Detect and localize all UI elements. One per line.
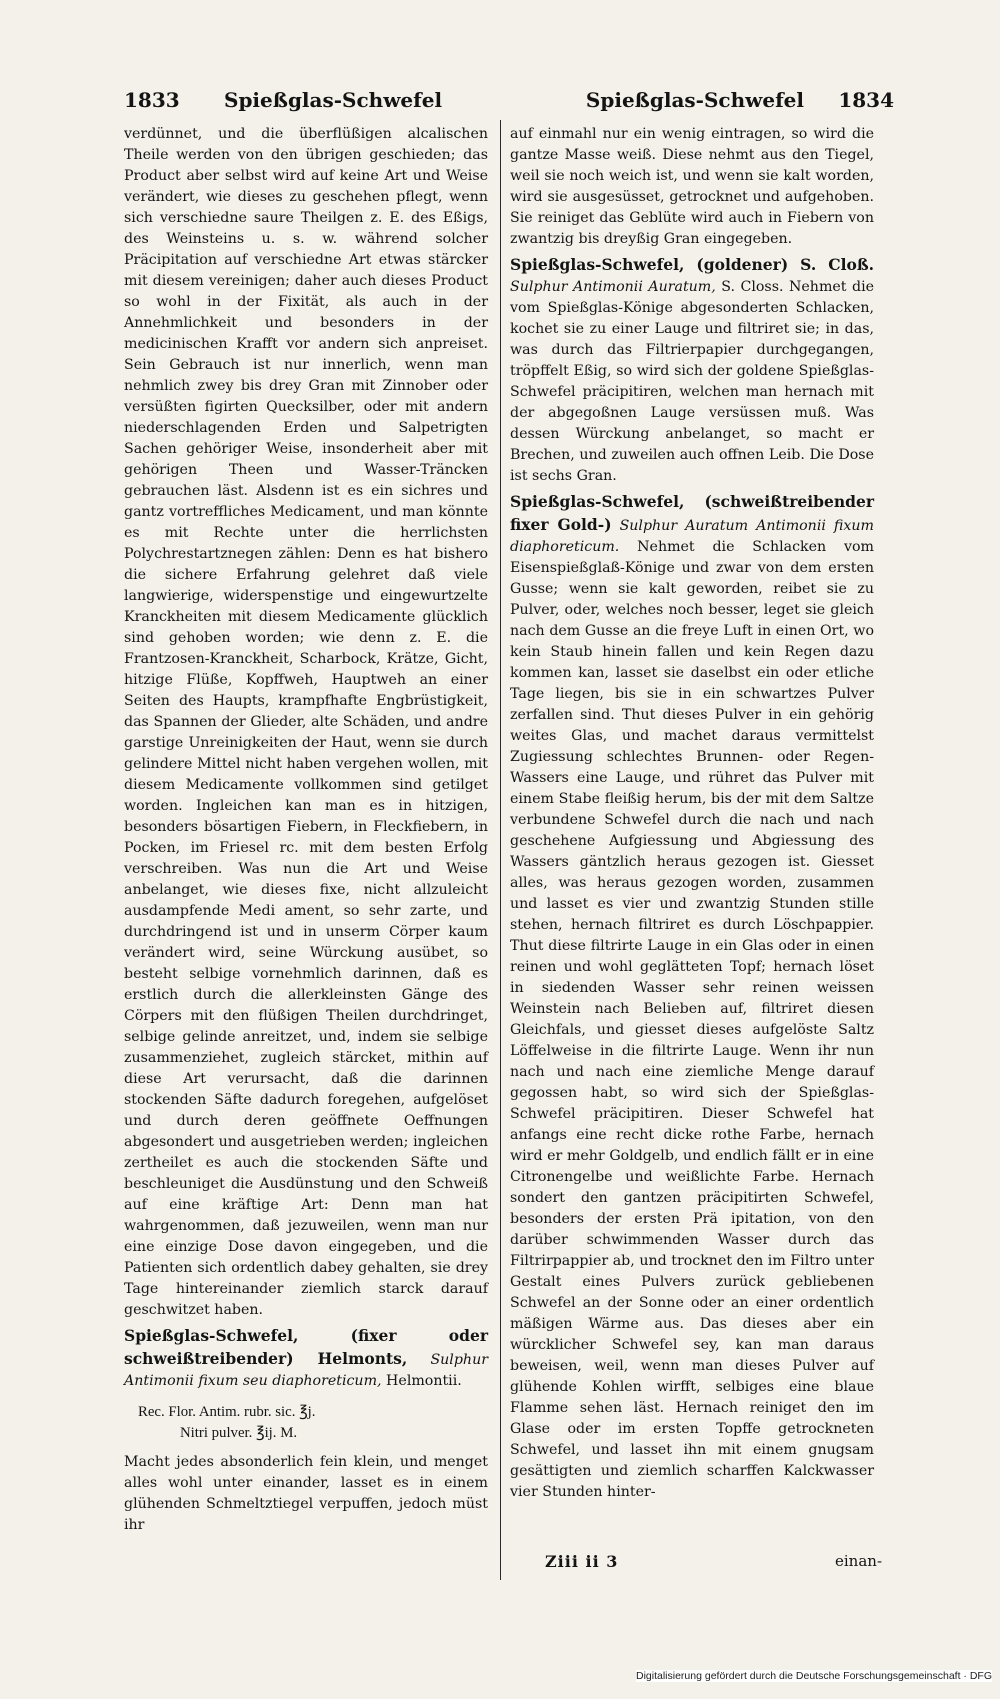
recipe-line-1: Rec. Flor. Antim. rubr. sic. ℥j. — [138, 1404, 316, 1420]
column-divider — [500, 120, 501, 1580]
entry-golden — [510, 254, 874, 487]
entry-sweat — [510, 491, 874, 1503]
left-column — [124, 124, 488, 1540]
entry-helmont-author: Helmontii. — [386, 1373, 462, 1389]
entry-helmont — [124, 1325, 488, 1392]
recipe-line-2: Nitri pulver. ℥ij. M. — [180, 1425, 298, 1441]
recipe-block — [138, 1402, 488, 1444]
left-paragraph-continuation: verdünnet, und die überflüßigen alcalischen Theile werden von den übrigen geschieden; das Product aber selbst wird auf keine Art und Weise verändert, wie dieses zu geschehen pflegt, wenn sich verschiedne saure Theilgen z. E. des Eßigs, des Weinsteins u. s. w. während solcher Präcipitation auf verschiedne Art etwas stärcker mit diesem vereinigen; daher auch dieses Product so wohl in der Fixität, als auch in der Annehmlichkeit und besonders in der medicinischen Krafft vor andern sich anpreiset. Sein Gebrauch ist nur innerlich, wenn man nehmlich zwey bis drey Gran mit Zinnober oder versüßten figirten Quecksilber, oder mit andern niederschlagenden Erden und Salpetrigten Sachen gehöriger Weise, insonderheit aber mit gehörigen Theen und Wasser-Träncken gebrauchen läst. Alsdenn ist es ein sichres und gantz vortreffliches Medicament, und man könnte es mit Rechte unter die herrlichsten Polychrestartznegen zählen: Denn es hat bishero die sichere Erfahrung gelehret daß viele langwierige, widerspenstige und eingewurtzelte Kranckheiten mit diesem Medicamente glücklich sind gehoben worden; wie denn z. E. die Frantzosen-Kranckheit, Scharbock, Krätze, Gicht, hitzige Flüße, Kopffweh, Hauptweh an einer Seiten des Haupts, krampfhafte Engbrüstigkeit, das Spannen der Glieder, alte Schäden, und andre garstige Unreinigkeiten der Haut, wenn sie durch gelindere Mittel nicht haben vergehen wollen, mit diesem Medicamente vollkommen sind getilget worden. Ingleichen kan man es in hitzigen, besonders bösartigen Fiebern, in Fleckfiebern, in Pocken, im Friesel rc. mit dem besten Erfolg verschreiben. Was nun die Art und Weise anbelanget, wie dieses fixe, nicht allzuleicht ausdampfende Medi ament, so sehr zarte, und durchdringend ist und in unserm Cörper kaum verändert wird, seine Würckung ausübet, so besteht selbige vornehmlich darinnen, daß es erstlich durch die allerkleinsten Gänge des Cörpers mit den flüßigen Theilen durchdringet, selbige gelinde anreitzet, und, indem sie selbige zusammenziehet, zugleich stärcket, mithin auf diese Art verursacht, daß die darinnen stockenden Säfte dadurch foregehen, aufgelöset und durch deren geöffnete Oeffnungen abgesondert und ausgetrieben werden; ingleichen zertheilet es auch die stockenden Säfte und beschleuniget die Ausdünstung und den Schweiß auf eine kräftige Art: Denn man hat wahrgenommen, daß jezuweilen, wenn man nur eine einzige Dose davon eingegeben, und die Patienten sich ordentlich dabey gehalten, sie drey Tage hintereinander ziemlich starck darauf geschwitzet haben. — [124, 126, 488, 1318]
right-paragraph-continuation: auf einmahl nur ein wenig eintragen, so wird die gantze Masse weiß. Diese nehmt aus den Tiegel, weil sie noch weich ist, und wenn sie kalt worden, wird sie ausgesüsset, getrocknet und aufgehoben. Sie reiniget das Geblüte wird auch in Fiebern von zwantzig bis dreyßig Gran eingegeben. — [510, 126, 874, 247]
entry-golden-latin: Sulphur Antimonii Auratum, — [510, 279, 716, 295]
running-title-right: Spießglas-Schwefel — [585, 88, 804, 112]
digitization-footer: Digitalisierung gefördert durch die Deutsche Forschungsgemeinschaft · DFG — [635, 1670, 992, 1682]
page-header — [124, 84, 894, 118]
left-paragraph-instructions: Macht jedes absonderlich fein klein, und menget alles wohl unter einander, lasset es in einem glühenden Schmeltztiegel verpuffen, jedoch müst ihr — [124, 1454, 488, 1533]
entry-golden-text: S. Closs. Nehmet die vom Spießglas-Könige abgesonderten Schlacken, kochet sie zu einer Lauge und filtriret sie; in das, was durch das Filtrierpapier durchgegangen, tröpffelt Eßig, so wird sich der goldene Spießglas-Schwefel präcipitiren, welchen man hernach mit der abgegoßnen Lauge versüssen muß. Was dessen Würckung anbelanget, so macht er Brechen, und zuweilen auch offnen Leib. Die Dose ist sechs Gran. — [510, 279, 874, 484]
right-column — [510, 124, 874, 1507]
entry-golden-heading: Spießglas-Schwefel, (goldener) S. Cloß. — [510, 255, 874, 274]
entry-helmont-heading: Spießglas-Schwefel, (fixer oder schweißtreibender) Helmonts, — [124, 1326, 488, 1368]
running-title-left: Spießglas-Schwefel — [224, 88, 443, 112]
entry-sweat-latin: Sulphur Auratum Antimonii fixum diaphoreticum. — [510, 518, 874, 555]
signature-mark: Ziii ii 3 — [545, 1552, 619, 1571]
page-number-left: 1833 — [124, 88, 180, 112]
entry-helmont-latin: Sulphur Antimonii fixum seu diaphoreticum, — [124, 1352, 488, 1389]
page-number-right: 1834 — [838, 88, 894, 112]
entry-sweat-heading: Spießglas-Schwefel, (schweißtreibender fixer Gold-) — [510, 492, 874, 534]
entry-sweat-text: Nehmet die Schlacken vom Eisenspießglaß-Könige und zwar von dem ersten Gusse; wenn sie kalt geworden, reibet sie zu Pulver, oder, welches noch besser, leget sie gleich nach dem Gusse an die freye Luft in einen Ort, wo kein Staub hinein fallen und kein Regen dazu kommen kan, lasset sie daselbst ein oder etliche Tage liegen, bis sie in ein schwartzes Pulver zerfallen sind. Thut dieses Pulver in ein gehörig weites Glas, und machet daraus vermittelst Zugiessung schlechtes Brunnen- oder Regen-Wassers eine Lauge, und rühret das Pulver mit einem Stabe fleißig herum, bis der mit dem Saltze verbundene Schwefel durch die nach und nach geschehene Aufgiessung und Abgiessung des Wassers gäntzlich heraus gezogen ist. Giesset alles, was heraus gezogen worden, zusammen und lasset es vier und zwantzig Stunden stille stehen, hernach filtriret es durch Löschpappier. Thut diese filtrirte Lauge in ein Glas oder in einen reinen und wohl geglätteten Topf; hernach löset in siedenden Wasser sehr reinen weissen Weinstein nach Belieben auf, filtriret diesen Gleichfals, und giesset dieses aufgelöste Saltz Löffelweise in die filtrirte Lauge. Wenn ihr nun nach und nach eine ziemliche Menge darauf gegossen habt, so wird sich der Spießglas-Schwefel präcipitiren. Dieser Schwefel hat anfangs eine recht dicke rothe Farbe, hernach wird er mehr Goldgelb, und endlich fällt er in eine Citronengelbe und weißlichte Farbe. Hernach sondert den gantzen präcipitirten Schwefel, besonders der ersten Prä ipitation, von den darüber schwimmenden Wasser durch das Filtrirpappier ab, und trocknet den im Filtro unter Gestalt eines Pulvers zurück gebliebenen Schwefel an der Sonne oder an einer ordentlich mäßigen Wärme aus. Das dieses aber ein würcklicher Schwefel sey, kan man daraus beweisen, weil, wenn man dieses Pulver auf glühende Kohlen wirfft, selbiges eine blaue Flamme sehen läst. Hernach reiniget den im Glase oder im ersten Topffe getrockneten Schwefel, und lasset ihn mit einem gnugsam gesättigten und ziemlich scharffen Kalckwasser vier Stunden hinter- — [510, 539, 874, 1500]
catchword: einan- — [835, 1552, 883, 1570]
